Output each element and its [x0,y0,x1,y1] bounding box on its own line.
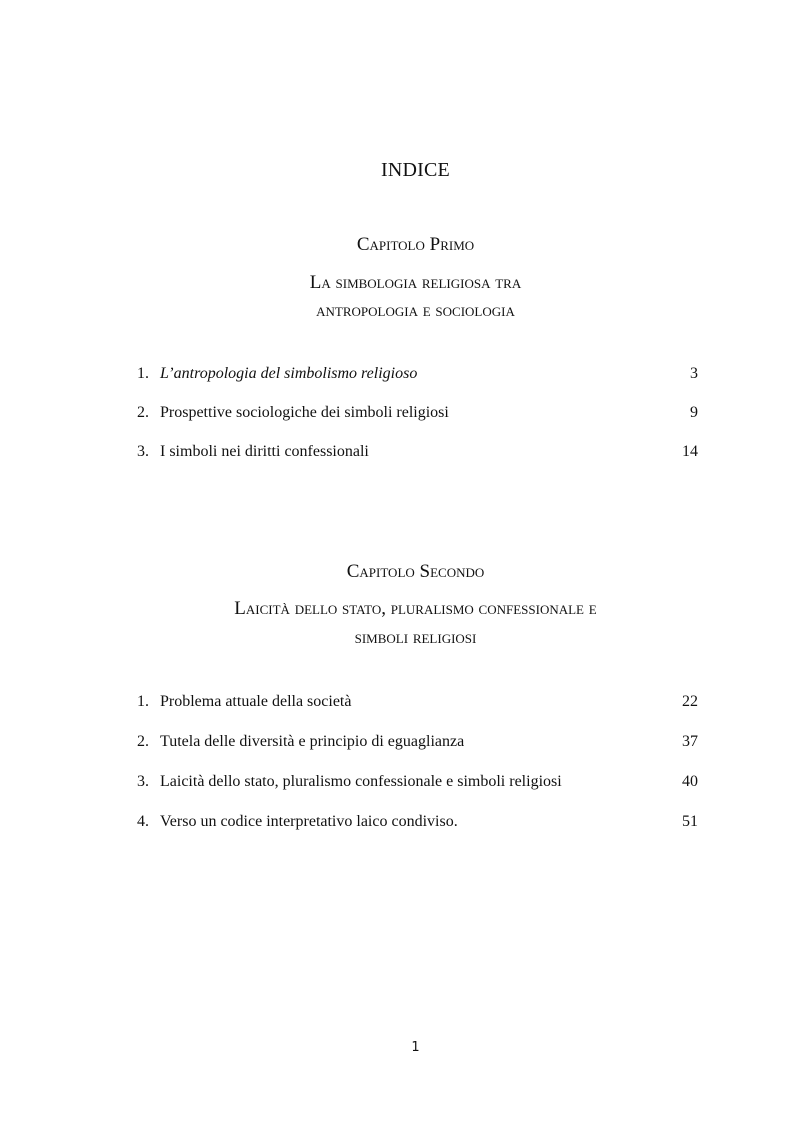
toc-entry-page: 9 [690,404,698,421]
toc-entry-page: 22 [682,693,698,710]
chapter-2-label: Capitolo Secondo [346,561,485,582]
toc-entry-title: I simboli nei diritti confessionali [160,443,369,460]
toc-entry[interactable] [0,811,794,833]
toc-entry-page: 37 [682,733,698,750]
toc-entry-page: 40 [682,773,698,790]
toc-entry-number: 1. [137,365,149,382]
toc-entry-page: 51 [682,813,698,830]
chapter-2-subtitle-line2: simboli religiosi [354,627,477,648]
footer-page-number: 1 [411,1040,420,1055]
chapter-1-subtitle-line2: antropologia e sociologia [316,300,515,321]
toc-entry-number: 1. [137,693,149,710]
page-title: INDICE [381,159,450,181]
toc-entry[interactable] [0,363,794,385]
chapter-1-label: Capitolo Primo [356,234,475,255]
toc-entry[interactable] [0,691,794,713]
toc-entry-number: 2. [137,404,149,421]
toc-entry[interactable] [0,731,794,753]
toc-entry-title: Verso un codice interpretativo laico condiviso. [160,813,458,830]
toc-entry-title: Prospettive sociologiche dei simboli religiosi [160,404,449,421]
toc-entry-number: 3. [137,773,149,790]
toc-entry[interactable] [0,771,794,793]
toc-entry-title: Problema attuale della società [160,693,352,710]
chapter-1-subtitle-line1: La simbologia religiosa tra [309,272,522,293]
toc-entry-number: 4. [137,813,149,830]
toc-entry-page: 3 [690,365,698,382]
toc-entry-page: 14 [682,443,698,460]
chapter-2-subtitle-line1: Laicità dello stato, pluralismo confessionale e [234,598,597,619]
toc-entry[interactable] [0,402,794,424]
toc-entry[interactable] [0,441,794,463]
toc-entry-number: 2. [137,733,149,750]
toc-entry-title: Tutela delle diversità e principio di eguaglianza [160,733,465,750]
toc-entry-title: L’antropologia del simbolismo religioso [160,365,418,382]
toc-entry-number: 3. [137,443,149,460]
toc-entry-title: Laicità dello stato, pluralismo confessionale e simboli religiosi [160,773,562,790]
